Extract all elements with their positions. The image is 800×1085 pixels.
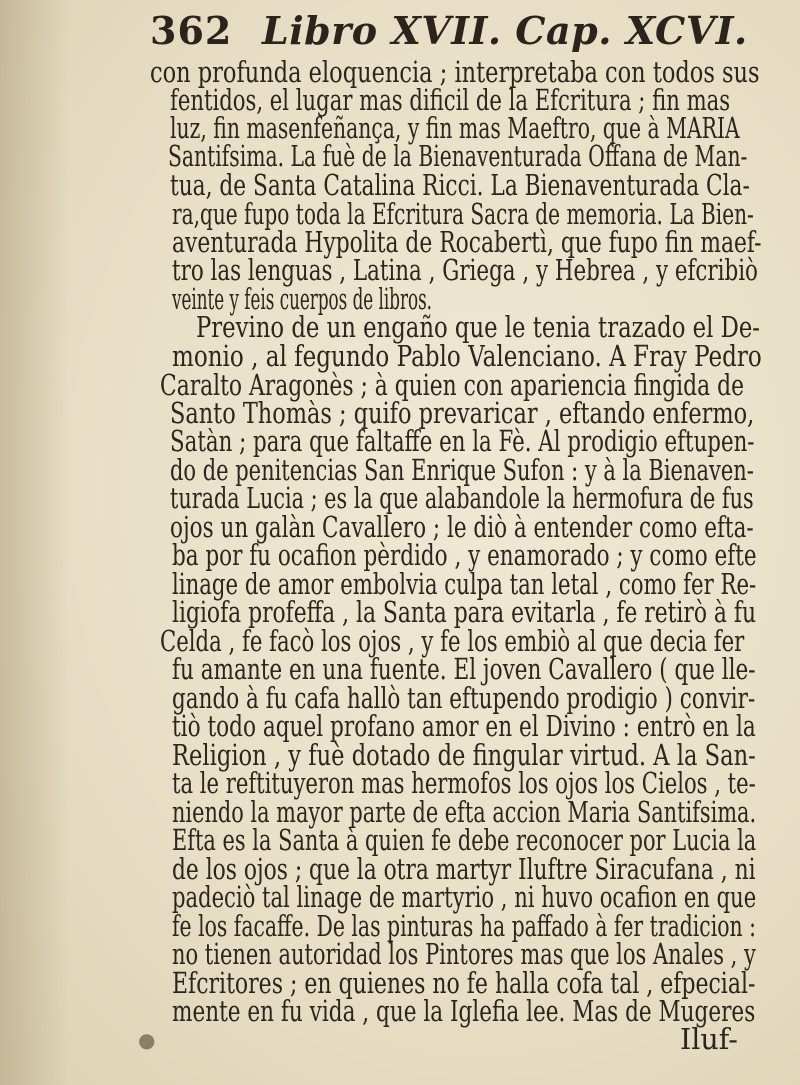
text-line: de los ojos ; que la otra martyr Iluftre Siracufana , ni <box>172 853 756 886</box>
text-line: Caralto Aragonès ; à quien con apariencia fingida de <box>160 369 744 402</box>
text-line: Satàn ; para que faltaffe en la Fè. Al prodigio eftupen- <box>170 425 755 458</box>
text-line: aventurada Hypolita de Rocabertì, que fupo fin maef- <box>172 226 762 259</box>
running-title: Libro XVII. Cap. XCVI. <box>262 8 748 53</box>
text-line: con profunda eloquencia ; interpretaba con todos sus <box>150 56 760 89</box>
text-line: Santo Thomàs ; quifo prevaricar , eftando enfermo, <box>170 397 755 430</box>
text-line: fe los facaffe. De las pinturas ha paffado à fer tradicion : <box>172 910 756 943</box>
text-line: ojos un galàn Cavallero ; le diò à entender como efta- <box>170 511 754 544</box>
text-line: do de penitencias San Enrique Sufon : y à la Bienaven- <box>170 454 754 487</box>
text-line: Efta es la Santa à quien fe debe reconocer por Lucia la <box>172 824 757 857</box>
text-line: fentidos, el lugar mas dificil de la Efcritura ; fin mas <box>170 84 731 117</box>
catchword: Iluf- <box>680 1023 738 1056</box>
text-line: veinte y feis cuerpos de libros. <box>172 283 433 316</box>
text-line: Efcritores ; en quienes no fe halla cofa tal , efpecial- <box>172 967 756 1000</box>
text-line: Previno de un engaño que le tenia trazado el De- <box>196 311 760 344</box>
text-line: luz, fin masenfeñança, y fin mas Maeftro, que à MARIA <box>170 112 740 145</box>
text-line: ba por fu ocafion pèrdido , y enamorado ; y como efte <box>172 539 757 572</box>
page-number: 362 <box>150 8 233 53</box>
text-line: padeciò tal linage de martyrio , ni huvo ocafion en que <box>172 881 757 914</box>
text-line: niendo la mayor parte de efta accion Maria Santifsima. <box>172 796 757 829</box>
text-line: mente en fu vida , que la Iglefia lee. Mas de Mugeres <box>172 995 756 1028</box>
text-line: Celda , fe facò los ojos , y fe los embiò al que decia fer <box>160 625 745 658</box>
text-line: ta le reftituyeron mas hermofos los ojos los Cielos , te- <box>172 767 756 800</box>
text-line: turada Lucia ; es la que alabandole la hermofura de fus <box>170 482 754 515</box>
text-line: ligiofa profeffa , la Santa para evitarla , fe retirò à fu <box>172 596 757 629</box>
text-line: Religion , y fuè dotado de fingular virtud. A la San- <box>172 739 756 772</box>
text-line: fu amante en una fuente. El joven Cavallero ( que lle- <box>172 653 756 686</box>
text-line: gando à fu cafa hallò tan eftupendo prodigio ) convir- <box>172 682 756 715</box>
text-line: no tienen autoridad los Pintores mas que los Anales , y <box>172 938 756 971</box>
text-line: monio , al fegundo Pablo Valenciano. A Fray Pedro <box>172 340 762 373</box>
text-line: tua, de Santa Catalina Ricci. La Bienaventurada Cla- <box>170 169 750 202</box>
text-line: Santifsima. La fuè de la Bienaventurada Offana de Man- <box>168 140 748 173</box>
text-line: tro las lenguas , Latina , Griega , y Hebrea , y efcribiò <box>172 254 758 287</box>
ink-blot-mark: ● <box>138 1028 156 1052</box>
text-line: linage de amor embolvia culpa tan letal , como fer Re- <box>172 568 757 601</box>
text-line: ra,que fupo toda la Efcritura Sacra de memoria. La Bien- <box>172 198 754 231</box>
text-line: tiò todo aquel profano amor en el Divino : entrò en la <box>172 710 756 743</box>
